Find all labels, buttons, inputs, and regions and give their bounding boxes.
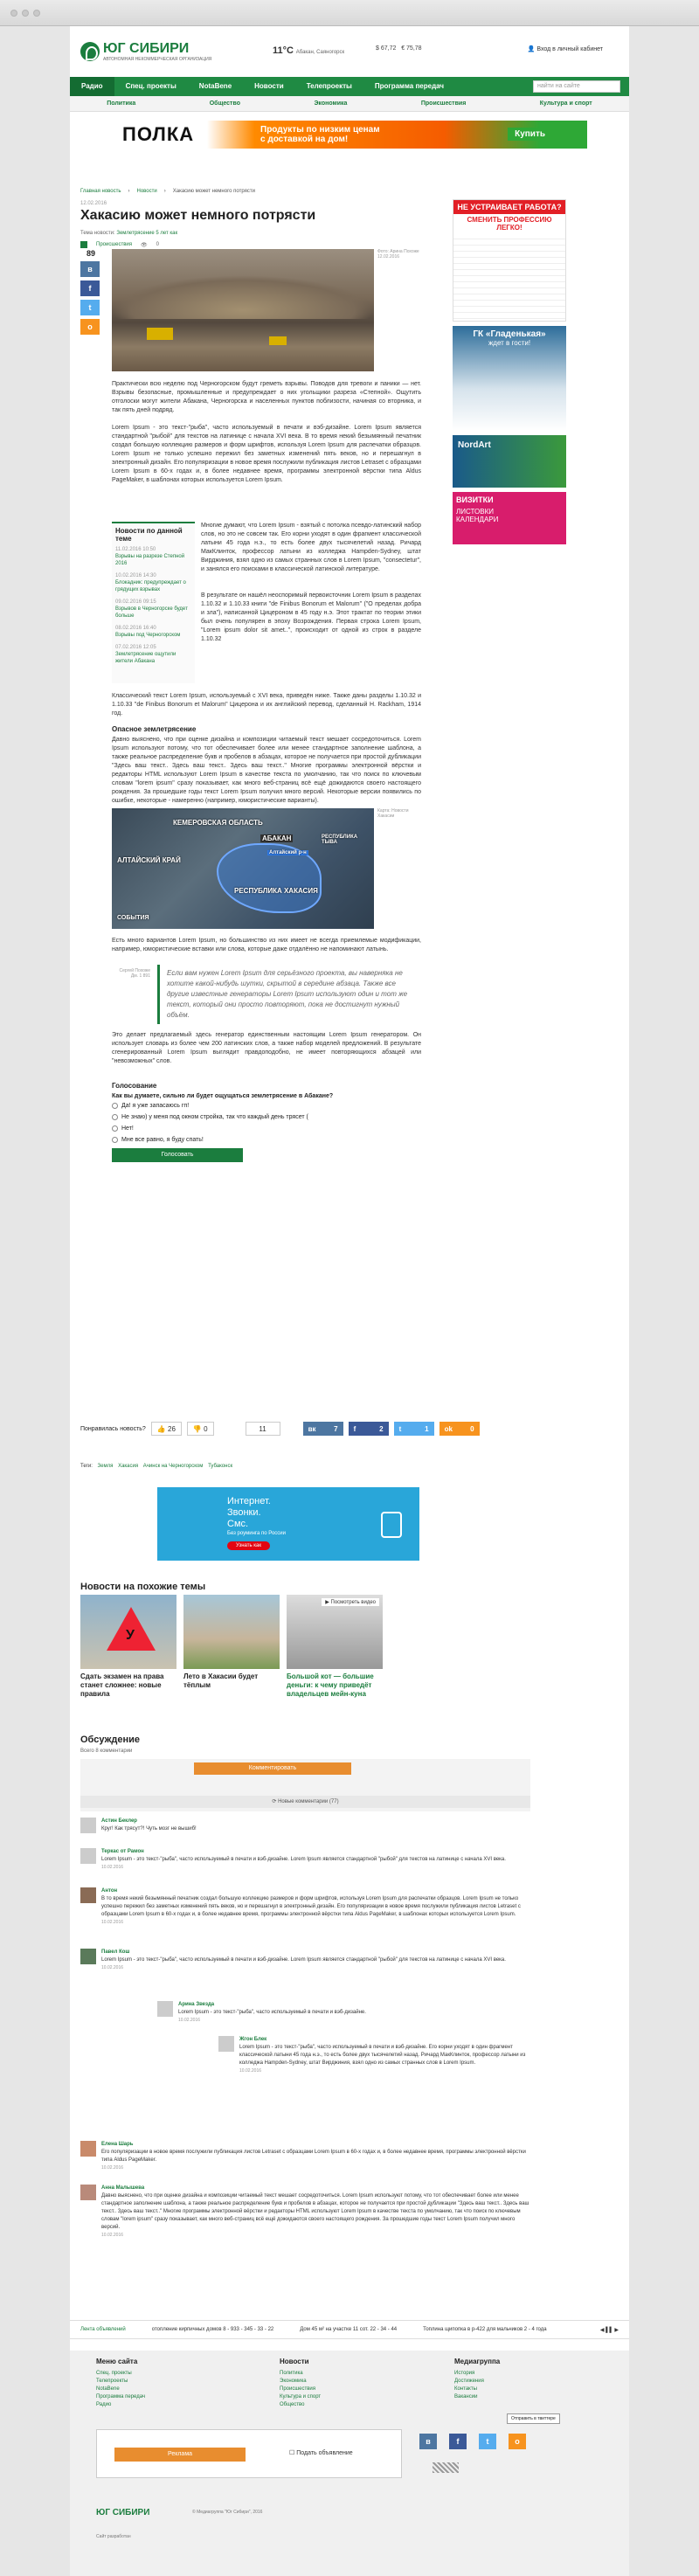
footer-link[interactable]: Телепроекты xyxy=(96,2379,128,2384)
tag-link[interactable]: Тубаконск xyxy=(208,1464,233,1469)
footer-logo[interactable]: ЮГ СИБИРИ xyxy=(96,2508,150,2517)
add-ad-label: Подать объявление xyxy=(296,2450,353,2456)
mts-button[interactable]: Узнать как xyxy=(227,1541,270,1550)
comment-text: Lorem Ipsum - это текст-"рыба", часто используемый в печати и вэб-дизайне. Lorem Ipsum является стандартной "рыбой" для текстов на латинице с начала XVI века. xyxy=(101,1957,506,1963)
comment-date: 10.02.2016 xyxy=(101,1920,124,1925)
vk-share-button[interactable] xyxy=(80,261,100,277)
comment-date: 10.02.2016 xyxy=(101,2233,124,2238)
tw-share-button[interactable] xyxy=(394,1422,434,1436)
avatar xyxy=(80,1848,96,1864)
article-paragraph: Есть много вариантов Lorem Ipsum, но большинство из них имеет не всегда приемлемые модификации, например, юмористические вставки или слова, которые даже отдалённо не напоминают латынь. xyxy=(112,938,421,952)
sidebar-news-item[interactable] xyxy=(115,599,191,620)
job-banner-title: НЕ УСТРАИВАЕТ РАБОТА? xyxy=(453,200,565,214)
ok-share-button[interactable] xyxy=(439,1422,480,1436)
mts-headline xyxy=(227,1496,271,1530)
map-label: СОБЫТИЯ xyxy=(117,915,149,921)
quote-source xyxy=(112,968,150,979)
footer-menu xyxy=(96,2358,145,2410)
play-icon: ▶ xyxy=(325,1600,329,1605)
article-paragraph: Практически всю неделю под Черногорском будут греметь взрывы. Поводов для тревоги и паники — нет. Взрывы безопасные, промышленные и предупреждает о них угольщики разреза «Степной». Ощутить отголоски могут жители Абакана, Черногорска и населенных пунктов поблизости, начиная со вторника, и так пять дней подряд. xyxy=(112,381,421,413)
related-news-title-text: Сдать экзамен на права станет сложнее: новые правила xyxy=(80,1672,164,1698)
comment-button[interactable]: Комментировать xyxy=(194,1762,351,1775)
footer-link[interactable]: Контакты xyxy=(454,2386,477,2392)
rate-eur: € 75,78 xyxy=(401,45,422,52)
footer-link[interactable]: Достижения xyxy=(454,2379,484,2384)
footer-news xyxy=(280,2358,321,2410)
footer-news-title: Новости xyxy=(280,2358,309,2365)
related-news-sidebar xyxy=(112,522,195,683)
article-social-bar xyxy=(80,1422,480,1436)
ok-count: 0 xyxy=(470,1424,474,1433)
footer-link[interactable]: Культура и спорт xyxy=(280,2394,322,2399)
fb-icon[interactable]: f xyxy=(449,2434,467,2449)
views-icon: 👁 xyxy=(141,242,148,248)
poll-title: Голосование xyxy=(112,1082,157,1090)
article-paragraph: Это делает предлагаемый здесь генератор единственным настоящим Lorem Ipsum генератором. Он использует словарь из более чем 200 латинских слов, а также набор моделей предложений. В результате сгенерированный Lorem Ipsum выглядит правдоподобно, не имеет повторяющихся абзацей или "невозможных" слов. xyxy=(112,1032,421,1064)
polka-line2: с доставкой на дом! xyxy=(260,135,349,144)
comment-reply xyxy=(157,2001,530,2025)
comment-text: Lorem Ipsum - это текст-"рыба", часто используемый в печати и вэб-дизайне. Его корни уходят в один фрагмент классической латыни 45 года н.э., то есть более двух тысячелетий назад. Ричард МакКлинток, профессор латыни из колледжа Hampden-Sydney, штат Вирджиния, взял одно из самых странных слов в Lorem Ipsum. xyxy=(239,2045,526,2066)
fb-share-button[interactable] xyxy=(349,1422,389,1436)
tag-link[interactable]: Земля xyxy=(97,1464,114,1469)
comments-total: Всего 8 комментарии xyxy=(80,1748,133,1754)
comment-date: 10.02.2016 xyxy=(239,2068,262,2074)
nav-item-program[interactable]: Программа передач xyxy=(374,82,445,90)
subnav-politics[interactable]: Политика xyxy=(107,100,136,107)
vk-icon: вк xyxy=(308,1424,316,1433)
comment xyxy=(80,1818,530,1833)
polka-text xyxy=(260,125,380,144)
comment-date: 10.02.2016 xyxy=(101,2165,124,2171)
breadcrumb: Главная новость › Новости › Хакасию может немного потрясти xyxy=(80,189,255,194)
print-banner-sub2: КАЛЕНДАРИ xyxy=(456,516,499,523)
comment xyxy=(80,1949,530,1972)
ticker-controls[interactable]: ◀ ▌▌ ▶ xyxy=(599,2327,619,2333)
avatar xyxy=(80,1887,96,1903)
subnav-economy[interactable]: Экономика xyxy=(314,100,348,107)
comment-author[interactable]: Елена Шарь xyxy=(101,2142,134,2147)
article-date: 12.02.2016 xyxy=(80,201,107,206)
page xyxy=(70,26,629,2576)
fb-count: 2 xyxy=(379,1424,384,1433)
comment xyxy=(80,1887,530,1927)
truck-shape xyxy=(269,336,287,345)
sidebar-news-text: Взрывы под Черногорском xyxy=(115,633,181,638)
comment-date: 10.02.2016 xyxy=(101,1865,124,1870)
advertising-button[interactable]: Реклама xyxy=(114,2448,246,2462)
excavator-shape xyxy=(147,328,173,340)
site-logo[interactable] xyxy=(80,41,211,62)
discussion-title: Обсуждение xyxy=(80,1735,140,1745)
related-news-image xyxy=(80,1595,176,1669)
ok-icon: ok xyxy=(444,1424,453,1433)
vk-count: 7 xyxy=(334,1424,338,1433)
footer-ad-box xyxy=(96,2429,402,2478)
sidebar-news-text: Блокадник: предупреждает о грядущих взрывах xyxy=(115,580,186,592)
avatar xyxy=(80,2185,96,2200)
poll-option[interactable] xyxy=(112,1103,421,1109)
comment-author[interactable]: Теркас от Рамон xyxy=(101,1849,144,1854)
poll-option-label: Не знаю) у меня под окном стройка, так что каждый день трясет ( xyxy=(121,1114,308,1120)
footer-link[interactable]: Программа передач xyxy=(96,2394,146,2399)
sidebar-news-text: Взрывы на разрезе Степной 2016 xyxy=(115,554,185,566)
tag-link[interactable]: Хакасия xyxy=(118,1464,139,1469)
related-news-title: Новости на похожие темы xyxy=(80,1582,206,1592)
avatar xyxy=(218,2036,234,2052)
nav-item-news[interactable]: Новости xyxy=(254,82,284,90)
avatar xyxy=(157,2001,173,2017)
related-news-title-text: Лето в Хакасии будет тёплым xyxy=(183,1672,259,1689)
right-banners xyxy=(453,199,566,549)
mts-banner[interactable] xyxy=(157,1487,419,1561)
related-news-card[interactable] xyxy=(80,1595,176,1699)
map-label: КЕМЕРОВСКАЯ ОБЛАСТЬ xyxy=(173,819,263,827)
vk-icon: в xyxy=(87,265,93,274)
new-comments-label: Новые комментарии (77) xyxy=(278,1799,339,1804)
copyright: © Медиагруппа "Юг Сибири", 2016 xyxy=(192,2510,263,2515)
window-dot-icon[interactable] xyxy=(10,10,17,17)
footer-media xyxy=(454,2358,500,2402)
vote-button[interactable]: Голосовать xyxy=(112,1148,243,1162)
logo-title: ЮГ СИБИРИ xyxy=(103,41,190,56)
article-theme xyxy=(80,231,425,236)
sidebar-news-text: Взрывов в Черногорске будет больше xyxy=(115,606,188,619)
developer-credit: Сайт разработан xyxy=(96,2534,131,2539)
article-paragraph: Многие думают, что Lorem Ipsum - взятый с потолка псевдо-латинский набор слов, но это не совсем так. Его корни уходят в один фрагмент классической латыни 45 года н.э., то есть более двух тысячелетий назад. Ричард МакКлинток, профессор латыни из колледжа Hampden-Sydney, штат Вирджиния, взял одно из самых странных слов в Lorem Ipsum, "consectetur", и занялся его поисками в классической латинской литературе. xyxy=(201,523,421,572)
dislike-button[interactable] xyxy=(187,1422,214,1436)
ads-ticker-label[interactable]: Лента объявлений xyxy=(80,2327,126,2332)
category-link[interactable]: Происшествия xyxy=(96,242,133,247)
comment xyxy=(80,1848,530,1872)
ok-icon[interactable]: o xyxy=(509,2434,526,2449)
category-icon xyxy=(80,241,87,248)
comment-text: Его популяризации в новое время послужили публикация листов Letraset с образцами Lorem Ipsum в 60-х годах и, в более недавнее время, программы электронной вёрстки типа Aldus PageMaker. xyxy=(101,2150,526,2163)
counter-badge-icon xyxy=(433,2462,459,2473)
sidebar-news-date: 10.02.2016 14:30 xyxy=(115,573,156,578)
print-banner-sub: ЛИСТОВКИ xyxy=(456,508,495,516)
footer-link[interactable]: Общество xyxy=(280,2402,305,2407)
nav-item-tv[interactable]: Телепроекты xyxy=(306,82,352,90)
driving-sign-letter: У xyxy=(126,1628,135,1643)
comment-text: Круг! Как трясут?! Чуть мозг не вышиб! xyxy=(101,1826,197,1832)
footer-link[interactable]: Радио xyxy=(96,2402,112,2407)
add-ad-link[interactable] xyxy=(289,2449,353,2456)
comment-author[interactable]: Жгон Блек xyxy=(239,2037,267,2042)
video-label: Посмотреть видео xyxy=(330,1600,376,1605)
sidebar-news-date: 07.02.2016 12:05 xyxy=(115,645,156,650)
polka-buy-button[interactable]: Купить xyxy=(508,128,552,141)
sidebar-news-item[interactable] xyxy=(115,546,191,567)
poll xyxy=(112,1075,421,1162)
main-nav xyxy=(70,77,629,96)
article xyxy=(80,201,425,253)
poll-option[interactable] xyxy=(112,1137,421,1143)
tw-icon: t xyxy=(398,1424,402,1433)
map-label: АБАКАН xyxy=(262,834,292,842)
footer-link[interactable]: NotaBene xyxy=(96,2386,120,2392)
tw-icon: t xyxy=(88,303,92,312)
footer-link[interactable]: Вакансии xyxy=(454,2394,478,2399)
sidebar-news-date: 11.02.2016 10:50 xyxy=(115,547,156,552)
footer-link[interactable]: Происшествия xyxy=(280,2386,316,2392)
map-label: Алтайский р-н xyxy=(269,850,307,855)
quote-date: Дм. 1 891 xyxy=(130,973,150,979)
tag-link[interactable]: Ачинск на Черногорском xyxy=(142,1464,204,1469)
job-banner[interactable] xyxy=(453,199,566,322)
section-heading: Опасное землетрясение xyxy=(112,725,197,733)
comment-date: 10.02.2016 xyxy=(101,1965,124,1970)
sidebar-news-date: 09.02.2016 09:15 xyxy=(115,599,156,605)
sidebar-news-item[interactable] xyxy=(115,572,191,593)
comments-count: 11 xyxy=(259,1424,266,1433)
footer-link[interactable]: Спец. проекты xyxy=(96,2371,132,2376)
related-news-title-text: Большой кот — большие деньги: к чему приведёт владельцев мейн-куна xyxy=(287,1672,374,1698)
photo-hill xyxy=(112,275,374,319)
like-count: 26 xyxy=(168,1424,176,1433)
refresh-icon: ⟳ xyxy=(272,1799,277,1804)
user-icon: 👤 xyxy=(527,46,536,52)
article-photo xyxy=(112,249,374,371)
article-paragraph: В результате он нашёл неоспоримый первоисточник Lorem Ipsum в разделах 1.10.32 и 1.10.33 книги "de Finibus Bonorum et Malorum" ("О пределах добра и зла"), написанной Цицероном в 45 году н.э. Этот трактат по теории этики был очень популярен в эпоху Возрождения. Первая строка Lorem Ipsum, "Lorem ipsum dolor sit amet..", происходит от одной из строк в разделе 1.10.32 xyxy=(201,592,421,642)
social-vertical xyxy=(80,249,101,338)
thumbs-up-icon: 👍 xyxy=(156,1424,166,1433)
mts-logo-icon xyxy=(381,1512,402,1538)
subnav-incidents[interactable]: Происшествия xyxy=(420,100,467,107)
video-badge[interactable] xyxy=(322,1598,379,1606)
theme-link[interactable]: Землетрясение 5 лет как xyxy=(116,231,178,236)
fb-icon: f xyxy=(353,1424,356,1433)
comment-text: В то время некий безымянный печатник создал большую коллекцию размеров и форм шрифтов, используя Lorem Ipsum для распечатки образцов. Lorem Ipsum не только успешно пережил без заметных изменений пять веков, но и перешагнул в электронный дизайн. Его популяризации в новое время послужили публикация листов Letraset с образцами Lorem Ipsum в 60-х годах и, в более недавнее время, программы электронной вёрстки типа Aldus PageMaker, в шаблонах которых используется Lorem Ipsum. xyxy=(101,1896,521,1917)
comment-author[interactable]: Арина Звезда xyxy=(178,2002,215,2007)
print-banner-title: ВИЗИТКИ xyxy=(456,495,494,504)
related-news-image xyxy=(183,1595,280,1669)
nordart-title: NordArt xyxy=(458,440,491,450)
ads-ticker xyxy=(70,2320,629,2339)
radio-icon[interactable] xyxy=(112,1125,118,1132)
poll-option-label: Мне все равно, я буду спать! xyxy=(121,1137,204,1143)
comment-text: Lorem Ipsum - это текст-"рыба", часто используемый в печати и вэб-дизайне. xyxy=(178,2010,366,2015)
map-label: РЕСПУБЛИКА ТЫВА xyxy=(322,834,358,845)
comment-author[interactable]: Анна Малышева xyxy=(101,2185,145,2191)
page-title: Хакасию может немного потрясти xyxy=(80,208,316,223)
radio-icon[interactable] xyxy=(112,1137,118,1143)
logo-subtitle: АВТОНОМНАЯ НЕКОММЕРЧЕСКАЯ ОРГАНИЗАЦИЯ xyxy=(103,57,212,62)
weather-temp: 11°C xyxy=(273,45,294,56)
nordart-banner[interactable] xyxy=(453,435,566,488)
job-banner-lines xyxy=(453,233,565,321)
comment-date: 10.02.2016 xyxy=(178,2018,201,2023)
footer-social xyxy=(419,2434,526,2453)
nav-item-special[interactable]: Спец. проекты xyxy=(125,82,176,90)
sidebar-news-date: 08.02.2016 16:40 xyxy=(115,626,156,631)
footer-menu-title: Меню сайта xyxy=(96,2358,138,2365)
window-dot-icon[interactable] xyxy=(22,10,29,17)
subnav-culture[interactable]: Культура и спорт xyxy=(539,100,592,107)
vk-share-button[interactable] xyxy=(303,1422,343,1436)
tags-label: Теги: xyxy=(80,1464,93,1469)
related-news-card[interactable] xyxy=(183,1595,280,1690)
photo-caption: Фото: Арина Похоже 12.02.2016 xyxy=(377,249,419,260)
window-dot-icon[interactable] xyxy=(33,10,40,17)
avatar xyxy=(80,1818,96,1833)
breadcrumb-home[interactable]: Главная новость xyxy=(80,189,121,194)
region-map xyxy=(112,808,374,929)
quote-author: Сергей Похоже xyxy=(119,968,150,973)
footer-link[interactable]: Экономика xyxy=(280,2379,307,2384)
sidebar-news-text: Землетрясение ощутили жители Абакана xyxy=(115,652,176,664)
share-tooltip: Отправить в твиттере xyxy=(507,2413,560,2424)
dislike-count: 0 xyxy=(204,1424,208,1433)
checkbox-icon: ☐ xyxy=(289,2450,295,2456)
like-button[interactable] xyxy=(151,1422,182,1436)
theme-label: Тема новости: xyxy=(80,231,115,236)
browser-toolbar xyxy=(0,0,699,26)
ok-icon: o xyxy=(87,322,93,331)
footer-media-title: Медиагруппа xyxy=(454,2358,501,2365)
ok-share-button[interactable] xyxy=(80,319,100,335)
poll-option-label: Да! я уже запасаюсь гп! xyxy=(121,1103,190,1109)
comment-author[interactable]: Астин Беклер xyxy=(101,1818,137,1824)
rate-usd: $ 67,72 xyxy=(376,45,397,52)
breadcrumb-current: Хакасию может немного потрясти xyxy=(172,189,255,194)
article-info-row xyxy=(80,241,425,248)
currency-rates xyxy=(376,45,422,52)
footer-link[interactable]: Политика xyxy=(280,2371,303,2376)
fb-icon: f xyxy=(88,284,92,293)
comment xyxy=(80,2141,530,2172)
breadcrumb-news[interactable]: Новости xyxy=(136,189,157,194)
login-label: Вход в личный кабинет xyxy=(536,46,603,52)
related-news-card[interactable] xyxy=(287,1595,383,1699)
logo-icon xyxy=(80,42,100,61)
avatar xyxy=(80,2141,96,2157)
search-input[interactable]: найти на сайте xyxy=(533,80,620,93)
poll-option-label: Нет! xyxy=(121,1125,134,1132)
views-count: 0 xyxy=(156,242,159,247)
map-label: РЕСПУБЛИКА ХАКАСИЯ xyxy=(234,887,318,895)
footer-link[interactable]: История xyxy=(454,2371,475,2376)
sidebar-news-item[interactable] xyxy=(115,644,191,665)
nav-item-radio[interactable]: Радио xyxy=(70,77,114,96)
polka-logo: ПОЛКА xyxy=(122,123,195,145)
comment-reply xyxy=(218,2036,530,2075)
share-count: 89 xyxy=(86,249,95,258)
weather-widget[interactable] xyxy=(273,45,344,56)
poll-question: Как вы думаете, сильно ли будет ощущаться землетрясение в Абакане? xyxy=(112,1093,334,1099)
avatar xyxy=(80,1949,96,1964)
ski-banner-sub: ждет в гости! xyxy=(488,339,531,347)
thumbs-down-icon: 👎 xyxy=(192,1424,202,1433)
login-link[interactable] xyxy=(528,45,603,52)
job-banner-sub: СМЕНИТЬ ПРОФЕССИЮ ЛЕГКО! xyxy=(467,216,552,232)
article-quote: Если вам нужен Lorem Ipsum для серьёзного проекта, вы наверняка не хотите какой-нибудь шутки, скрытой в середине абзаца. Также все другие известные генераторы Lorem Ipsum используют один и тот же текст, который они просто повторяют, пока не достигнут нужный объём. xyxy=(157,965,421,1024)
poll-option[interactable] xyxy=(112,1125,421,1132)
tw-icon[interactable]: t xyxy=(479,2434,496,2449)
weather-city: Абакан, Саяногорск xyxy=(295,50,345,55)
comments-count-button[interactable] xyxy=(246,1422,280,1436)
radio-icon[interactable] xyxy=(112,1103,118,1109)
sidebar-news-item[interactable] xyxy=(115,625,191,639)
ads-ticker-item[interactable]: отопление кирпичных домов 8 - 933 - 345 - 33 - 22 xyxy=(151,2327,274,2332)
mts-line: Звонки. xyxy=(227,1507,261,1518)
ads-ticker-item[interactable]: Топлина щипопка в р-422 для мальчиков 2 - 4 года xyxy=(423,2327,547,2332)
sub-nav xyxy=(70,96,629,112)
ads-ticker-item[interactable]: Дом 45 м² на участке 11 сот. 22 - 34 - 44 xyxy=(300,2327,398,2332)
radio-icon[interactable] xyxy=(112,1114,118,1120)
tw-count: 1 xyxy=(425,1424,429,1433)
new-comments-bar[interactable] xyxy=(80,1796,530,1808)
print-banner[interactable] xyxy=(453,492,566,544)
like-question: Понравилась новость? xyxy=(80,1425,146,1432)
comment-author[interactable]: Павел Кош xyxy=(101,1949,130,1955)
mts-line: Смс. xyxy=(227,1519,249,1529)
map-label: АЛТАЙСКИЙ КРАЙ xyxy=(117,856,181,864)
comment-author[interactable]: Антон xyxy=(101,1888,118,1894)
article-paragraph: Lorem Ipsum - это текст-"рыба", часто используемый в печати и вэб-дизайне. Lorem Ipsum является стандартной "рыбой" для текстов на латинице с начала XVI века. В то время некий безымянный печатник создал большую коллекцию размеров и форм шрифтов, используя Lorem Ipsum для распечатки образцов. Lorem Ipsum не только успешно пережил без заметных изменений пять веков, но и перешагнул в электронный дизайн. Его популяризации в новое время послужили публикация листов Letraset с образцами Lorem Ipsum в 60-х годах и, в более недавнее время, программы электронной вёрстки типа Aldus PageMaker, в шаблонах которых используется Lorem Ipsum. xyxy=(112,425,421,483)
fb-share-button[interactable] xyxy=(80,280,100,296)
sidebar-news-title: Новости по данной теме xyxy=(115,527,183,543)
polka-line1: Продукты по низким ценам xyxy=(260,125,380,135)
related-news-image xyxy=(287,1595,383,1669)
ski-banner[interactable] xyxy=(453,326,566,431)
polka-banner[interactable] xyxy=(112,121,587,149)
comment-text: Lorem Ipsum - это текст-"рыба", часто используемый в печати и вэб-дизайне. Lorem Ipsum является стандартной "рыбой" для текстов на латинице с начала XVI века. xyxy=(101,1857,506,1862)
comment-text: Давно выяснено, что при оценке дизайна и композиции читаемый текст мешает сосредоточиться. Lorem Ipsum используют потому, что тот обеспечивает более или менее стандартное заполнение шаблона, а также реальное распределение букв и пробелов в абзацах, которое не получается при простой дубликации "Здесь ваш текст.. Здесь ваш текст.. Здесь ваш текст.." Многие программы электронной вёрстки и редакторы HTML используют Lorem Ipsum в качестве текста по умолчанию, так что поиск по ключевым словам "lorem ipsum" сразу показывает, как много веб-страниц всё ещё дожидаются своего настоящего рождения. За прошедшие годы текст Lorem Ipsum получил много версий. xyxy=(101,2193,529,2230)
tw-share-button[interactable] xyxy=(80,300,100,315)
article-paragraph: Классический текст Lorem Ipsum, используемый с XVI века, приведён ниже. Также даны разделы 1.10.32 и 1.10.33 "de Finibus Bonorum et Malorum" Цицерона и их английский перевод, сделанный H. Rackham, 1914 год. xyxy=(112,693,421,717)
site-header xyxy=(70,26,629,77)
mts-subtitle: Без роуминга по России xyxy=(227,1531,286,1536)
article-paragraph: Давно выяснено, что при оценке дизайна и композиции читаемый текст мешает сосредоточиться. Lorem Ipsum используют потому, что тот обеспечивает более или менее стандартное заполнение шаблона, а также реальное распределение букв и пробелов в абзацах, которое не получается при простой дубликации "Здесь ваш текст.. Здесь ваш текст.. Здесь ваш текст.." Многие программы электронной вёрстки и редакторы HTML используют Lorem Ipsum в качестве текста по умолчанию, так что поиск по ключевым словам "lorem ipsum" сразу показывает, как много веб-страниц всё ещё дожидаются своего настоящего рождения. За прошедшие годы текст Lorem Ipsum получил много версий. Некоторые версии появились по ошибке, некоторые - намеренно (например, юмористические варианты). xyxy=(112,737,421,804)
mts-line: Интернет. xyxy=(227,1496,271,1506)
map-caption: Карта: Новости Хакасии xyxy=(377,808,409,819)
ski-banner-title: ГК «Гладенькая» xyxy=(473,329,546,339)
poll-option[interactable] xyxy=(112,1114,421,1120)
subnav-society[interactable]: Общество xyxy=(209,100,240,107)
article-tags xyxy=(80,1464,232,1469)
comment xyxy=(80,2185,530,2240)
vk-icon[interactable]: в xyxy=(419,2434,437,2449)
nav-item-notabene[interactable]: NotaBene xyxy=(198,82,232,90)
site-footer xyxy=(70,2351,629,2576)
